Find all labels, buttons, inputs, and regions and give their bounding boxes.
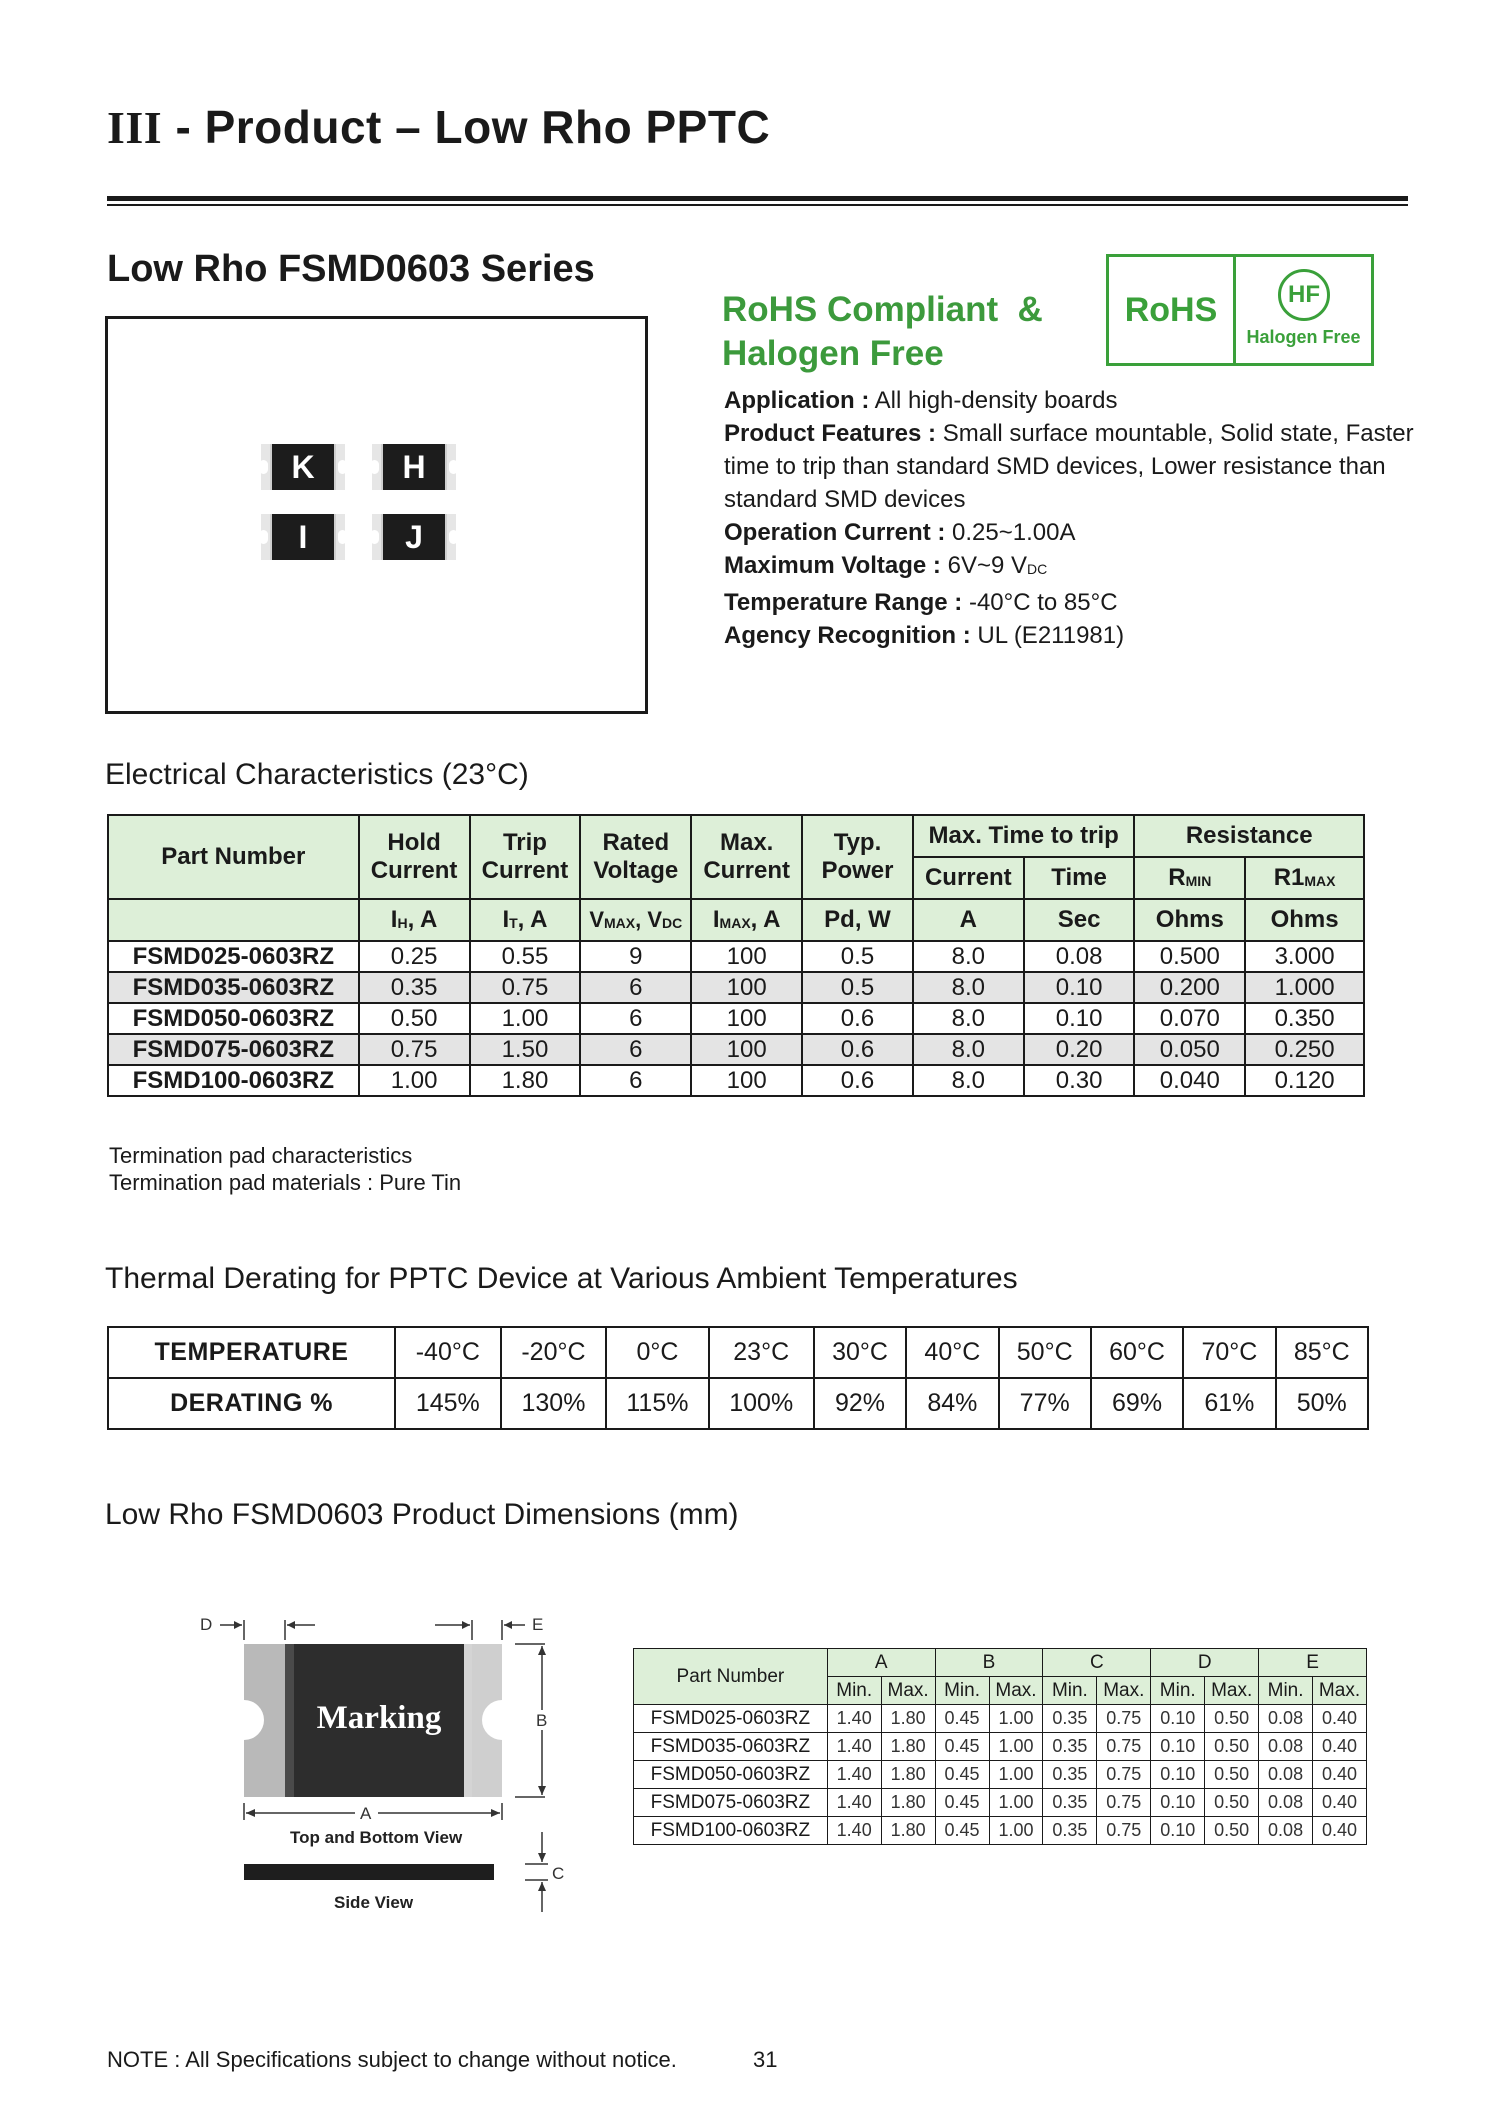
dimensions-table: Part Number A B C D E Min. Max. Min. Max. Min. Max. Min. Max. Min. Max. FSMD025-0603RZ 1.40 1.80 0.45 1.00 0.35 0.75 0.10 0.50 0.08 0.40 FSMD035-0603RZ 1.40 1.80 0.45 1.00 0.35 0.75 0.10 0.50 0.08 0.40 FSMD050-0603RZ 1.40 1.80 0.45 1.00 0.35 0.75 0.10 0.50 0.08 0.40 FSMD075-0603RZ 1.40 1.80 0.45 1.00 0.35 0.75 0.10 0.50 0.08 0.40 FSMD100-0603RZ 1.40 1.80 0.45 1.00 0.35 0.75 0.10 0.50 0.08 0.40 (633, 1648, 1367, 1845)
col-trip-current-a: Current (913, 857, 1024, 899)
termination-line2: Termination pad materials : Pure Tin (109, 1170, 462, 1195)
spec-max-voltage: Maximum Voltage : 6V~9 $V_{DC}$ (724, 552, 1048, 579)
dimension-diagram (180, 1600, 580, 1930)
label-e: E (532, 1615, 544, 1634)
col-max-current: Max. Current (691, 815, 802, 899)
dim-col-d: D (1151, 1649, 1259, 1677)
spec-operation-current: Operation Current : 0.25~1.00A (724, 519, 1076, 546)
title-roman-numeral: III (107, 102, 163, 153)
termination-line1: Termination pad characteristics (109, 1143, 413, 1168)
unit-ohms-max: Ohms (1245, 899, 1364, 941)
col-trip-current: Trip Current (470, 815, 581, 899)
spec-agency-recognition: Agency Recognition : UL (E211981) (724, 622, 1125, 649)
rohs-heading-line2: Halogen Free (722, 334, 944, 373)
table-row: FSMD075-0603RZ 0.75 1.50 6 100 0.6 8.0 0.20 0.050 0.250 (108, 1034, 1364, 1065)
dim-col-e: E (1259, 1649, 1367, 1677)
header-rule-thin (107, 204, 1408, 206)
halogen-free-label: Halogen Free (1246, 327, 1361, 347)
page-title (107, 100, 770, 154)
chip-terminal-right (464, 1644, 472, 1797)
dimensions-title: Low Rho FSMD0603 Product Dimensions (mm) (105, 1498, 739, 1531)
dim-col-b: B (935, 1649, 1043, 1677)
unit-ih: $I_H$, A (359, 899, 470, 941)
col-max-time-to-trip: Max. Time to trip (913, 815, 1135, 857)
unit-imax: $I_{MAX}$, A (691, 899, 802, 941)
table-row: FSMD100-0603RZ 1.40 1.80 0.45 1.00 0.35 0.75 0.10 0.50 0.08 0.40 (634, 1817, 1367, 1845)
spec-features: Product Features : Small surface mountable, Solid state, Faster time to trip than standard SMD devices, Lower resistance than standard SMD devices (724, 420, 1414, 513)
label-d: D (200, 1615, 213, 1634)
spec-temperature-range: Temperature Range : -40°C to 85°C (724, 589, 1118, 616)
dim-col-c: C (1043, 1649, 1151, 1677)
table-row: FSMD050-0603RZ 1.40 1.80 0.45 1.00 0.35 0.75 0.10 0.50 0.08 0.40 (634, 1761, 1367, 1789)
electrical-table (107, 814, 1365, 1097)
title-text: - Product – Low Rho PPTC (162, 101, 771, 153)
col-hold-current: Hold Current (359, 815, 470, 899)
table-row: FSMD035-0603RZ 1.40 1.80 0.45 1.00 0.35 0.75 0.10 0.50 0.08 0.40 (634, 1733, 1367, 1761)
electrical-title: Electrical Characteristics (23°C) (105, 758, 529, 791)
side-view-caption: Side View (334, 1893, 414, 1912)
col-typ-power: Typ. Power (802, 815, 913, 899)
chip-mark: H (383, 444, 445, 490)
unit-ohms-min: Ohms (1134, 899, 1245, 941)
unit-pd: Pd, W (802, 899, 913, 941)
product-specs (724, 384, 1414, 652)
chip-terminal-left (285, 1644, 294, 1797)
unit-blank (108, 899, 359, 941)
dimension-drawing (180, 1600, 580, 1930)
halogen-free-logo (1236, 257, 1371, 363)
chip-mark: K (272, 444, 334, 490)
table-row: FSMD050-0603RZ 0.50 1.00 6 100 0.6 8.0 0.10 0.070 0.350 (108, 1003, 1364, 1034)
unit-amps: A (913, 899, 1024, 941)
rohs-hf-logo (1106, 254, 1374, 366)
table-row: FSMD025-0603RZ 0.25 0.55 9 100 0.5 8.0 0.08 0.500 3.000 (108, 941, 1364, 972)
chip-mark: I (272, 514, 334, 560)
table-row: FSMD075-0603RZ 1.40 1.80 0.45 1.00 0.35 0.75 0.10 0.50 0.08 0.40 (634, 1789, 1367, 1817)
product-photo (105, 316, 648, 714)
unit-it: $I_T$, A (470, 899, 581, 941)
page-number: 31 (753, 2047, 778, 2072)
hf-icon: HF (1278, 269, 1330, 321)
label-c: C (552, 1864, 565, 1883)
col-rated-voltage: Rated Voltage (580, 815, 691, 899)
label-a: A (360, 1804, 372, 1823)
termination-notes (109, 1142, 461, 1196)
chip-i (261, 514, 345, 560)
chip-mark: J (383, 514, 445, 560)
series-title: Low Rho FSMD0603 Series (107, 248, 595, 290)
marking-label: Marking (316, 1700, 442, 1736)
dim-col-a: A (827, 1649, 935, 1677)
top-view-caption: Top and Bottom View (290, 1828, 463, 1847)
unit-vmax: $V_{MAX}$, $V_{DC}$ (580, 899, 691, 941)
label-b: B (536, 1711, 548, 1730)
temperature-label: TEMPERATURE (108, 1327, 395, 1378)
unit-sec: Sec (1024, 899, 1135, 941)
derating-table (107, 1326, 1369, 1430)
spec-application: Application : All high-density boards (724, 387, 1118, 414)
col-trip-time: Time (1024, 857, 1135, 899)
chip-j (372, 514, 456, 560)
footer-note: NOTE : All Specifications subject to change without notice. (107, 2047, 677, 2072)
table-row: FSMD100-0603RZ 1.00 1.80 6 100 0.6 8.0 0.30 0.040 0.120 (108, 1065, 1364, 1096)
table-row: FSMD025-0603RZ 1.40 1.80 0.45 1.00 0.35 0.75 0.10 0.50 0.08 0.40 (634, 1705, 1367, 1733)
table-row: FSMD035-0603RZ 0.35 0.75 6 100 0.5 8.0 0.10 0.200 1.000 (108, 972, 1364, 1003)
header-rule-thick (107, 196, 1408, 201)
derating-percent-row: DERATING % 145% 130% 115% 100% 92% 84% 77% 69% 61% 50% (108, 1378, 1368, 1429)
rohs-heading-line1: RoHS Compliant & (722, 290, 1043, 329)
col-r1max: $R1_{MAX}$ (1245, 857, 1364, 899)
col-resistance: Resistance (1134, 815, 1364, 857)
derating-temperature-row: TEMPERATURE -40°C -20°C 0°C 23°C 30°C 40°C 50°C 60°C 70°C 85°C (108, 1327, 1368, 1378)
side-view-bar (244, 1864, 494, 1880)
rohs-logo-text: RoHS (1109, 257, 1236, 363)
derating-title: Thermal Derating for PPTC Device at Various Ambient Temperatures (105, 1262, 1018, 1295)
chip-k (261, 444, 345, 490)
chip-h (372, 444, 456, 490)
dim-col-part-number: Part Number (634, 1649, 828, 1705)
rohs-heading (722, 288, 1102, 376)
col-part-number: Part Number (108, 815, 359, 899)
derating-label: DERATING % (108, 1378, 395, 1429)
col-rmin: $R_{MIN}$ (1134, 857, 1245, 899)
